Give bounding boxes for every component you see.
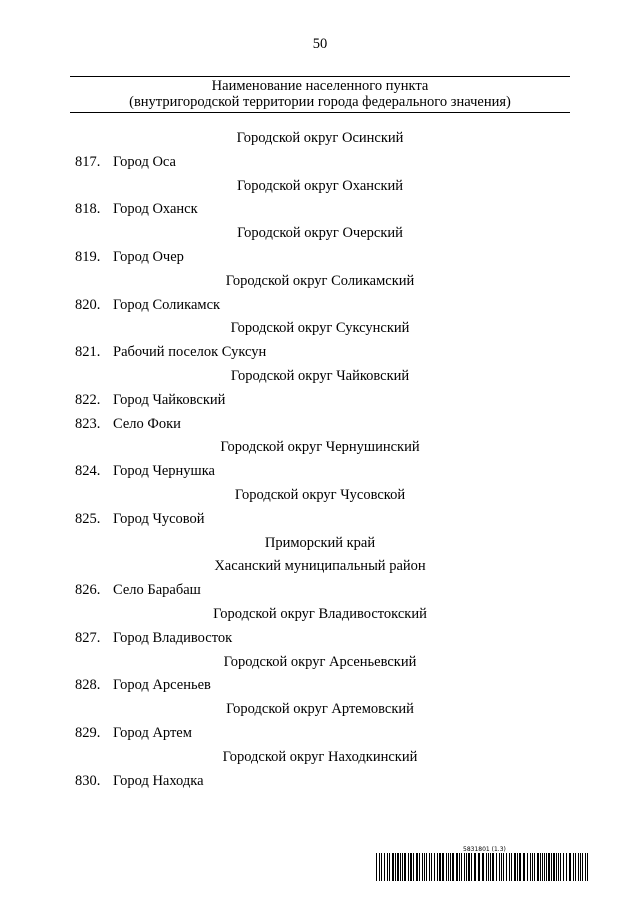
header-top-rule [70,76,570,77]
item-number: 830. [75,772,101,789]
item-number: 822. [75,391,101,408]
item-number: 824. [75,463,101,480]
group-heading [0,651,640,675]
item-number: 829. [75,724,101,741]
list-item [0,770,640,794]
list-item [0,151,640,175]
group-heading [0,555,640,579]
item-number: 817. [75,153,101,170]
item-name: Город Арсеньев [113,677,211,694]
settlement-list [0,127,640,793]
group-heading-text: Хасанский муниципальный район [214,558,426,575]
item-number: 828. [75,677,101,694]
item-number: 825. [75,510,101,527]
barcode-label: 5831801 (1.3) [463,846,506,853]
group-heading [0,175,640,199]
group-heading [0,698,640,722]
list-item [0,246,640,270]
item-name: Село Фоки [113,415,181,432]
group-heading [0,270,640,294]
header-line-1: Наименование населенного пункта [211,78,429,94]
list-item [0,413,640,437]
item-name: Город Артем [113,724,192,741]
header-line-2: (внутригородской территории города федерального значения) [129,94,511,110]
item-name: Город Находка [113,772,204,789]
item-name: Город Оса [113,153,176,170]
list-item [0,389,640,413]
group-heading [0,127,640,151]
group-heading-text: Городской округ Владивостокский [213,605,427,622]
list-item [0,722,640,746]
item-number: 820. [75,296,101,313]
item-name: Город Чернушка [113,463,215,480]
group-heading [0,746,640,770]
list-item [0,508,640,532]
item-number: 818. [75,201,101,218]
barcode-icon [376,853,590,881]
group-heading-text: Городской округ Чайковский [230,367,410,384]
item-number: 827. [75,629,101,646]
item-name: Рабочий поселок Суксун [113,344,267,361]
item-name: Село Барабаш [113,582,201,599]
group-heading-text: Городской округ Артемовский [226,701,414,718]
item-name: Город Соликамск [113,296,221,313]
item-number: 826. [75,582,101,599]
item-name: Город Оханск [113,201,198,218]
group-heading-text: Городской округ Арсеньевский [223,653,417,670]
item-name: Город Очер [113,248,184,265]
group-heading [0,603,640,627]
group-heading-text: Городской округ Находкинский [222,748,418,765]
table-header [70,78,570,110]
list-item [0,198,640,222]
item-number: 821. [75,344,101,361]
group-heading [0,484,640,508]
group-heading-text: Городской округ Осинский [236,130,404,146]
group-heading-text: Городской округ Очерский [237,225,403,242]
list-item [0,341,640,365]
group-heading [0,532,640,556]
list-item [0,674,640,698]
item-name: Город Владивосток [113,629,233,646]
group-heading-text: Городской округ Чусовской [234,486,406,503]
item-name: Город Чайковский [113,391,226,408]
group-heading-text: Городской округ Чернушинский [220,439,420,456]
group-heading-text: Приморский край [264,534,376,551]
group-heading-text: Городской округ Оханский [236,177,404,194]
item-name: Город Чусовой [113,510,205,527]
group-heading-text: Городской округ Суксунский [230,320,410,337]
group-heading [0,222,640,246]
list-item [0,294,640,318]
header-bottom-rule [70,112,570,113]
group-heading [0,317,640,341]
item-number: 823. [75,415,101,432]
page-number: 50 [312,36,328,52]
group-heading [0,365,640,389]
group-heading-text: Городской округ Соликамский [225,272,415,289]
group-heading [0,436,640,460]
list-item [0,579,640,603]
list-item [0,460,640,484]
list-item [0,627,640,651]
item-number: 819. [75,248,101,265]
